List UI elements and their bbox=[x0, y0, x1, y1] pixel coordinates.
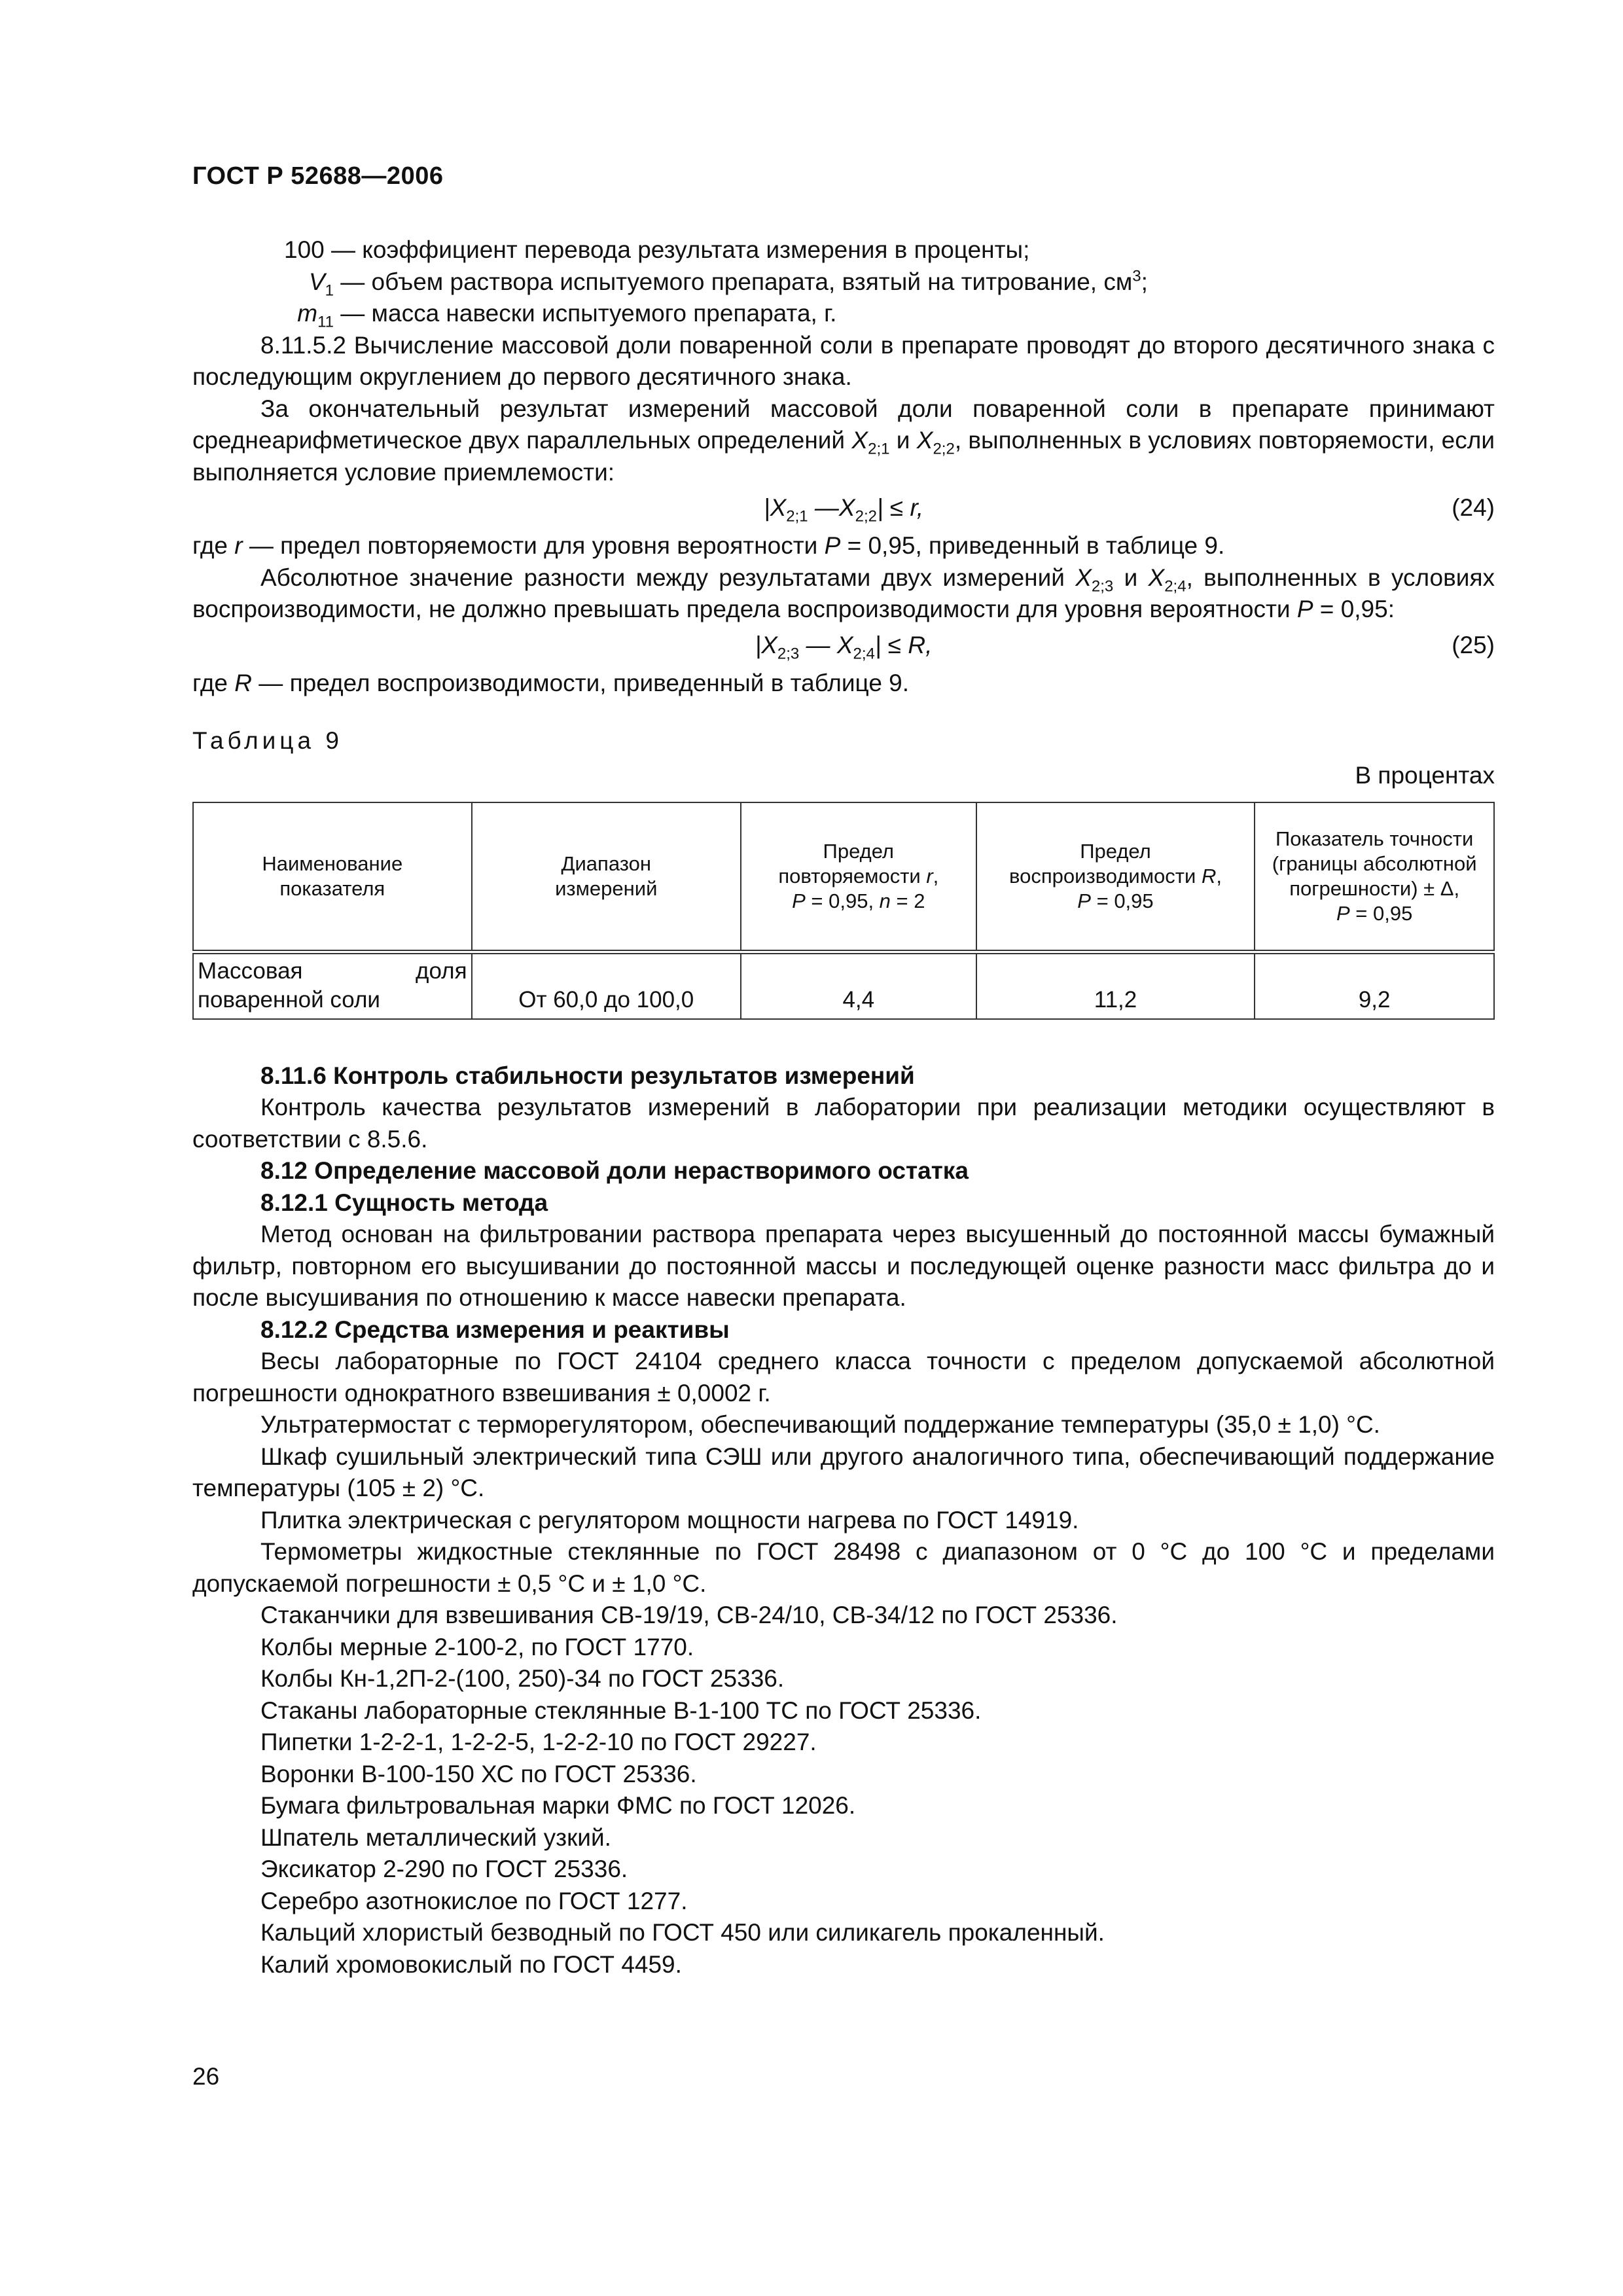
equipment-item: Воронки В-100-150 ХС по ГОСТ 25336. bbox=[260, 1760, 697, 1787]
equipment-item: Кальций хлористый безводный по ГОСТ 450 или силикагель прокаленный. bbox=[260, 1919, 1105, 1946]
table-row bbox=[193, 952, 1494, 1019]
paragraph-where-r: где r — предел повторяемости для уровня вероятности P = 0,95, приведенный в таблице 9. bbox=[192, 532, 1225, 559]
equipment-item: Пипетки 1-2-2-1, 1-2-2-5, 1-2-2-10 по ГОСТ 29227. bbox=[260, 1729, 817, 1755]
equipment-item: Плитка электрическая с регулятором мощности нагрева по ГОСТ 14919. bbox=[260, 1506, 1079, 1534]
equipment-item: Стаканчики для взвешивания СВ-19/19, СВ-24/10, СВ-34/12 по ГОСТ 25336. bbox=[260, 1602, 1118, 1628]
equipment-item: Эксикатор 2-290 по ГОСТ 25336. bbox=[260, 1856, 628, 1882]
heading-8-12-2: 8.12.2 Средства измерения и реактивы bbox=[260, 1316, 730, 1343]
page-number: 26 bbox=[192, 2063, 220, 2090]
table-cell-range: От 60,0 до 100,0 bbox=[472, 952, 741, 1019]
table-header-row bbox=[193, 802, 1494, 952]
equipment-item: Колбы Кн-1,2П-2-(100, 250)-34 по ГОСТ 25336. bbox=[260, 1665, 785, 1692]
formula-24-number: (24) bbox=[1452, 494, 1495, 521]
equipment-item: Термометры жидкостные стеклянные по ГОСТ 28498 с диапазоном от 0 °С до 100 °С и пределами допускаемой погрешности ± 0,5 °С и ± 1,0 °С. bbox=[192, 1538, 1495, 1597]
table-header-name: Наименование показателя bbox=[193, 802, 472, 952]
table-cell-r: 4,4 bbox=[741, 952, 976, 1019]
equipment-item: Шпатель металлический узкий. bbox=[260, 1823, 611, 1851]
equipment-list bbox=[192, 1346, 1495, 1981]
equipment-item: Калий хромовокислый по ГОСТ 4459. bbox=[260, 1950, 682, 1978]
paragraph-8-11-5-2: 8.11.5.2 Вычисление массовой доли поваренной соли в препарате проводят до второго десятичного знака с последующим округлением до первого десятичного знака. bbox=[192, 331, 1495, 390]
paragraph-final-result: За окончательный результат измерений массовой доли поваренной соли в препарате принимают среднеарифметическое двух параллельных определений $X_{2;1}$ и $X_{2;2}$, выполненных в условиях повторяемости, если выполняется условие приемлемости: bbox=[192, 395, 1495, 486]
heading-8-11-6: 8.11.6 Контроль стабильности результатов измерений bbox=[260, 1062, 915, 1089]
formula-25 bbox=[192, 630, 1495, 666]
equipment-item: Бумага фильтровальная марки ФМС по ГОСТ 12026. bbox=[260, 1792, 856, 1819]
equipment-item: Колбы мерные 2-100-2, по ГОСТ 1770. bbox=[260, 1633, 694, 1660]
paragraph-where-R: где R — предел воспроизводимости, приведенный в таблице 9. bbox=[192, 669, 910, 696]
paragraph-absolute-difference: Абсолютное значение разности между результатами двух измерений $X_{2;3}$ и $X_{2;4}$, выполненных в условиях воспроизводимости, не должно превышать предела воспроизводимости для уровня вероятности P = 0,95: bbox=[192, 564, 1495, 622]
formula-24-expression: $|X_{2;1}$ $—X_{2;2}| \le r$, bbox=[763, 494, 924, 526]
table-header-accuracy: Показатель точности (границы абсолютной погрешности) ± Δ, P = 0,95 bbox=[1255, 802, 1494, 952]
definition-100: 100 — коэффициент перевода результата измерения в проценты; bbox=[284, 236, 1030, 263]
table-header-reproducibility: Предел воспроизводимости R, P = 0,95 bbox=[976, 802, 1255, 952]
formula-24 bbox=[192, 492, 1495, 529]
paragraph-8-11-6: Контроль качества результатов измерений в лаборатории при реализации методики осуществляют в соответствии с 8.5.6. bbox=[192, 1094, 1495, 1153]
table-cell-R: 11,2 bbox=[976, 952, 1255, 1019]
definition-v1: $V_1$ — объем раствора испытуемого препарата, взятый на титрование, $см^3$; bbox=[308, 267, 1148, 299]
formula-25-number: (25) bbox=[1452, 631, 1495, 658]
table-header-repeatability: Предел повторяемости r, P = 0,95, n = 2 bbox=[741, 802, 976, 952]
definition-m11: $m_{11}$ — масса навески испытуемого препарата, г. bbox=[297, 300, 837, 331]
paragraph-8-12-1: Метод основан на фильтровании раствора препарата через высушенный до постоянной массы бумажный фильтр, повторном его высушивании до постоянной массы и последующей оценке разности масс фильтра до и после высушивания по отношению к массе навески препарата. bbox=[192, 1221, 1495, 1311]
document-body bbox=[192, 234, 1495, 1981]
document-header: ГОСТ Р 52688—2006 bbox=[192, 162, 444, 190]
table-cell-delta: 9,2 bbox=[1255, 952, 1494, 1019]
formula-25-expression: $|X_{2;3}$ — $X_{2;4}| \le R$, bbox=[755, 631, 933, 662]
table-9 bbox=[192, 802, 1495, 1020]
equipment-item: Шкаф сушильный электрический типа СЭШ или другого аналогичного типа, обеспечивающий поддержание температуры (105 ± 2) °С. bbox=[192, 1443, 1495, 1501]
table-cell-name: Массовая доля поваренной соли bbox=[193, 952, 472, 1019]
table-caption: Таблица 9 bbox=[192, 727, 343, 754]
equipment-item: Стаканы лабораторные стеклянные В-1-100 ТС по ГОСТ 25336. bbox=[260, 1696, 982, 1724]
table-unit: В процентах bbox=[1355, 761, 1495, 789]
table-header-range: Диапазон измерений bbox=[472, 802, 741, 952]
heading-8-12: 8.12 Определение массовой доли нерастворимого остатка bbox=[260, 1157, 969, 1184]
heading-8-12-1: 8.12.1 Сущность метода bbox=[260, 1189, 548, 1216]
equipment-item: Ультратермостат с терморегулятором, обеспечивающий поддержание температуры (35,0 ± 1,0) °С. bbox=[260, 1411, 1380, 1438]
equipment-item: Весы лабораторные по ГОСТ 24104 среднего класса точности с пределом допускаемой абсолютной погрешности однократного взвешивания ± 0,0002 г. bbox=[192, 1348, 1495, 1407]
equipment-item: Серебро азотнокислое по ГОСТ 1277. bbox=[260, 1887, 688, 1914]
